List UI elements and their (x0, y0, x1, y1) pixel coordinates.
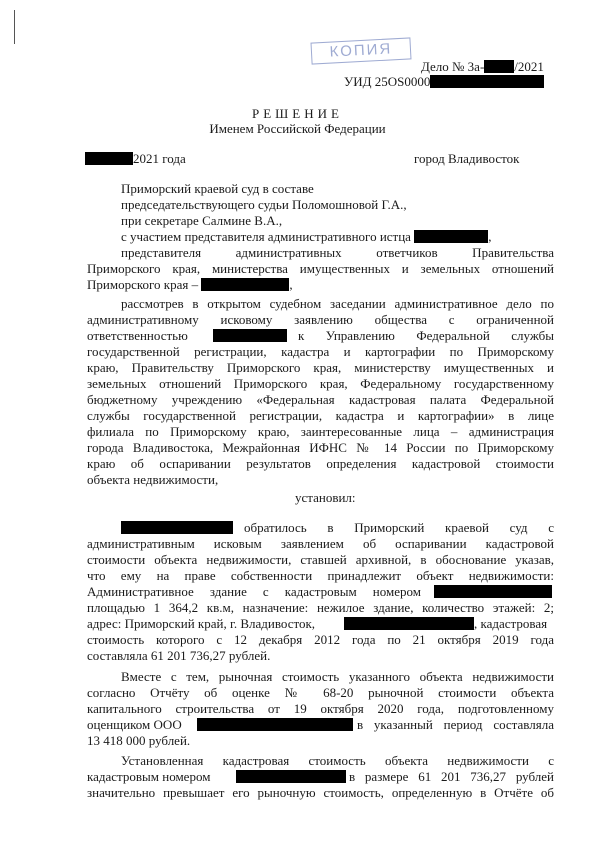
document-title: РЕШЕНИЕ (252, 106, 343, 121)
text-line: согласно Отчёту об оценке № 68-20 рыночной стоимости объекта (87, 685, 554, 700)
text-line: службы государственной регистрации, кадастра и картографии» в лице (87, 408, 554, 423)
text-line: стоимость которого с 12 декабря 2012 года по 21 октября 2019 года (87, 632, 554, 647)
redaction (213, 329, 287, 342)
text-line: рассмотрев в открытом судебном заседании административное дело по (121, 296, 554, 311)
text-line: административному исковому заявлению общества с ограниченной (87, 312, 554, 327)
text-line: краю, Правительству Приморского края, министерству имущественных и (87, 360, 554, 375)
redaction (85, 152, 133, 165)
text-line: площадью 1 364,2 кв.м, назначение: нежилое здание, количество этажей: 2; (87, 600, 554, 615)
text-line: Установленная кадастровая стоимость объекта недвижимости с (121, 753, 554, 768)
uid-number: УИД 25OS0000 (344, 74, 544, 90)
text-line: председательствующего судьи Поломошновой Г.А., (121, 197, 407, 212)
text-line: к Управлению Федеральной службы (298, 328, 554, 343)
redaction (344, 617, 474, 630)
copy-stamp: КОПИЯ (310, 37, 411, 64)
text-line: в указанный период составляла (357, 717, 554, 732)
redaction (434, 585, 552, 598)
case-number: Дело № 3а- /2021 (421, 59, 544, 74)
text-line: представителя административных ответчиков Правительства (121, 245, 554, 260)
text-line: бюджетному учреждению «Федеральная кадастровая палата Федеральной (87, 392, 554, 407)
text-line: , кадастровая (474, 616, 548, 631)
text-line: Административное здание с кадастровым номером (87, 584, 421, 599)
redaction (236, 770, 346, 783)
text-line: ответственностью (87, 328, 188, 343)
decision-date: 2021 года (85, 151, 186, 167)
text-line: стоимости объекта недвижимости, ставшей архивной, в обоснование указав, (87, 552, 554, 567)
redaction (430, 75, 544, 88)
text-line: Приморского края, министерства имущественных и земельных отношений (87, 261, 554, 276)
city: город Владивосток (414, 151, 520, 166)
text-line: что ему на праве собственности принадлежит объект недвижимости: (87, 568, 554, 583)
text-line: филиала по Приморскому краю, заинтересованные лица – администрация (87, 424, 554, 439)
text-line: оценщиком ООО (87, 717, 182, 732)
section-heading: установил: (295, 490, 356, 505)
text-line: Приморский краевой суд в составе (121, 181, 314, 196)
text-line: составляла 61 201 736,27 рублей. (87, 648, 271, 663)
text-line: Приморского края – , (87, 277, 293, 292)
text-line: в размере 61 201 736,27 рублей (349, 769, 554, 784)
text-line: кадастровым номером (87, 769, 211, 784)
text-line: земельных отношений Приморского края, Федеральному государственному (87, 376, 554, 391)
text-line: города Владивостока, Межрайонная ИФНС № 14 России по Приморскому (87, 440, 554, 455)
redaction (201, 278, 289, 291)
redaction (121, 521, 233, 534)
text-line: Вместе с тем, рыночная стоимость указанного объекта недвижимости (121, 669, 554, 684)
text-line: объекта недвижимости, (87, 472, 219, 487)
text-line: адрес: Приморский край, г. Владивосток, (87, 616, 316, 631)
redaction (414, 230, 488, 243)
redaction (197, 718, 353, 731)
text-line: капитального строительства от 19 октября 2020 года, подготовленному (87, 701, 554, 716)
text-line: при секретаре Салмине В.А., (121, 213, 283, 228)
redaction (484, 60, 514, 73)
text-line: государственной регистрации, кадастра и картографии по Приморскому (87, 344, 554, 359)
text-line: с участием представителя административного истца , (121, 229, 492, 244)
text-line: административным исковым заявлением об оспаривании кадастровой (87, 536, 554, 551)
text-line: краю об оспаривании результатов определения кадастровой стоимости (87, 456, 554, 471)
text-line: обратилось в Приморский краевой суд с (244, 520, 554, 535)
text-line: значительно превышает его рыночную стоимость, определенную в Отчёте об (87, 785, 554, 800)
document-subtitle: Именем Российской Федерации (209, 121, 386, 136)
scan-edge-mark (14, 10, 15, 44)
text-line: 13 418 000 рублей. (87, 733, 191, 748)
